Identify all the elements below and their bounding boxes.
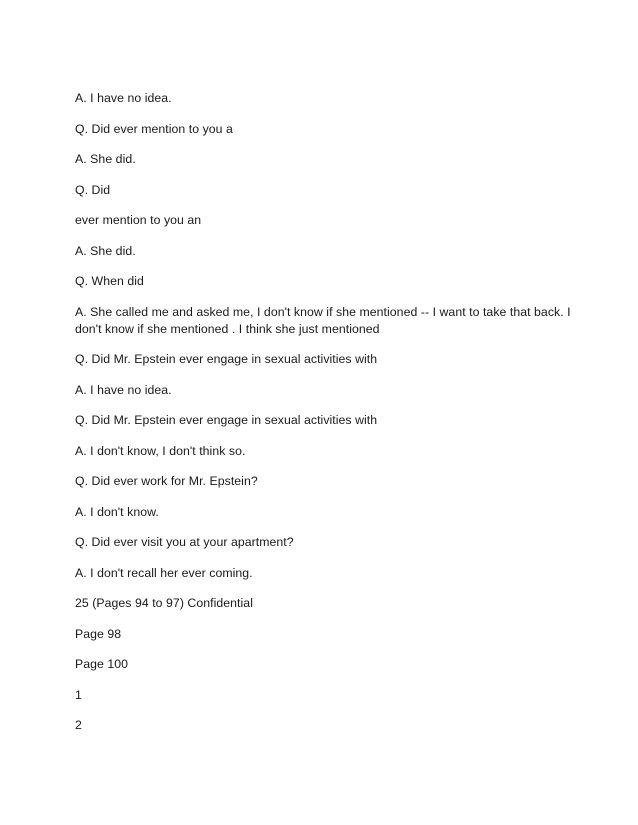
transcript-line: A. I don't know, I don't think so.: [75, 443, 246, 458]
transcript-line: A. I have no idea.: [75, 91, 172, 105]
transcript-lines: [75, 90, 575, 748]
transcript-line: Q. Did ever work for Mr. Epstein?: [75, 474, 258, 488]
transcript-line: Q. Did ever visit you at your apartment?: [75, 535, 294, 549]
transcript-line: Q. When did: [75, 274, 144, 288]
line-number: 2: [75, 718, 82, 732]
transcript-line: A. She did.: [75, 243, 136, 258]
transcript-line: Q. Did: [75, 182, 111, 197]
page-number-label: Page 98: [75, 626, 122, 641]
transcript-line: A. I don't recall her ever coming.: [75, 565, 253, 580]
transcript-line: ever mention to you an: [75, 213, 202, 227]
transcript-line: A. She did.: [75, 152, 136, 166]
page-footer-confidential: 25 (Pages 94 to 97) Confidential: [75, 596, 253, 610]
line-number: 1: [75, 687, 82, 702]
transcript-line: Q. Did Mr. Epstein ever engage in sexual activities with: [75, 413, 378, 427]
transcript-line: Q. Did Mr. Epstein ever engage in sexual activities with: [75, 352, 378, 366]
transcript-line: A. I have no idea.: [75, 382, 172, 397]
transcript-line: A. She called me and asked me, I don't know if she mentioned -- I want to take that back. I don't know if she mentioned . I think she just mentioned: [75, 304, 571, 336]
page-number-label: Page 100: [75, 657, 129, 671]
transcript-line: A. I don't know.: [75, 504, 159, 519]
transcript-line: Q. Did ever mention to you a: [75, 121, 233, 136]
